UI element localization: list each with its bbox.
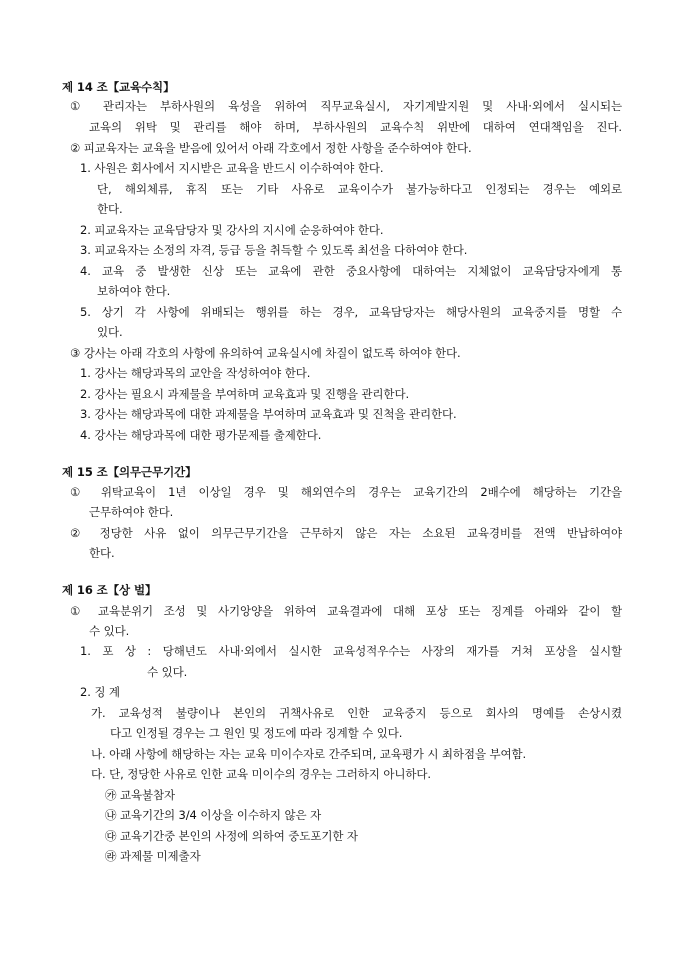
article-14-item-5-line-2: 있다. — [97, 325, 123, 339]
article-16-discipline-title: 2. 징 계 — [80, 685, 120, 699]
article-16-discipline-c: 다. 단, 정당한 사유로 인한 교육 미이수의 경우는 그러하지 아니하다. — [91, 767, 431, 781]
article-15-heading: 제 15 조【의무근무기간】 — [62, 465, 197, 479]
article-14-clause-3-item-3: 3. 강사는 해당과목에 대한 과제물을 부여하며 교육효과 및 진척을 관리한다. — [80, 407, 457, 421]
article-16-subitem-4: ㉱ 과제물 미제출자 — [105, 849, 201, 863]
article-16-discipline-b: 나. 아래 사항에 해당하는 자는 교육 미이수자로 간주되며, 교육평가 시 최하점을 부여함. — [91, 747, 527, 761]
article-16-subitem-1: ㉮ 교육불참자 — [105, 788, 175, 802]
article-14-item-4-line-1: 4. 교육 중 발생한 신상 또는 교육에 관한 중요사항에 대하여는 지체없이 교육담당자에게 통 — [80, 264, 622, 278]
article-14-item-3: 3. 피교육자는 소정의 자격, 등급 등을 취득할 수 있도록 최선을 다하여야 한다. — [80, 243, 468, 257]
article-14-item-5-line-1: 5. 상기 각 사항에 위배되는 행위를 하는 경우, 교육담당자는 해당사원의 교육중지를 명할 수 — [80, 305, 622, 319]
article-16-discipline-a-line-1: 가. 교육성적 불량이나 본인의 귀책사유로 인한 교육중지 등으로 회사의 명예를 손상시켰 — [91, 706, 622, 720]
article-16-reward-line-2: 수 있다. — [147, 665, 188, 679]
article-16-clause-1-line-1: ① 교육분위기 조성 및 사기앙양을 위하여 교육결과에 대해 포상 또는 징계를 아래와 같이 할 — [70, 604, 622, 618]
article-16-subitem-2: ㉯ 교육기간의 3/4 이상을 이수하지 않은 자 — [105, 808, 322, 822]
article-16-reward-line-1: 1. 포 상 : 당해년도 사내·외에서 실시한 교육성적우수는 사장의 재가를 거쳐 포상을 실시할 — [80, 644, 622, 658]
article-14-item-1-note-line-2: 한다. — [97, 202, 123, 216]
article-16-subitem-3: ㉰ 교육기간중 본인의 사정에 의하여 중도포기한 자 — [105, 829, 358, 843]
article-15-clause-1-line-2: 근무하여야 한다. — [89, 505, 174, 519]
article-14-clause-3-item-1: 1. 강사는 해당과목의 교안을 작성하여야 한다. — [80, 366, 311, 380]
article-14-clause-1-line-1: ① 관리자는 부하사원의 육성을 위하여 직무교육실시, 자기계발지원 및 사내·외에서 실시되는 — [70, 99, 622, 113]
article-14-clause-3-item-2: 2. 강사는 필요시 과제물을 부여하며 교육효과 및 진행을 관리한다. — [80, 387, 410, 401]
article-14-clause-1-line-2: 교육의 위탁 및 관리를 해야 하며, 부하사원의 교육수칙 위반에 대하여 연대책임을 진다. — [89, 120, 622, 134]
article-14-item-1-note-line-1: 단, 해외체류, 휴직 또는 기타 사유로 교육이수가 불가능하다고 인정되는 경우는 예외로 — [97, 182, 622, 196]
article-15-clause-2-line-2: 한다. — [89, 546, 115, 560]
article-14-item-2: 2. 피교육자는 교육담당자 및 강사의 지시에 순응하여야 한다. — [80, 223, 384, 237]
article-16-discipline-a-line-2: 다고 인정될 경우는 그 원인 및 정도에 따라 징계할 수 있다. — [110, 726, 403, 740]
article-14-item-4-line-2: 보하여야 한다. — [97, 284, 171, 298]
article-15-clause-1-line-1: ① 위탁교육이 1년 이상일 경우 및 해외연수의 경우는 교육기간의 2배수에 해당하는 기간을 — [70, 485, 622, 499]
article-14-clause-2: ② 피교육자는 교육을 받음에 있어서 아래 각호에서 정한 사항을 준수하여야 한다. — [70, 141, 472, 155]
article-16-clause-1-line-2: 수 있다. — [89, 624, 130, 638]
article-16-heading: 제 16 조【상 벌】 — [62, 583, 157, 597]
article-14-clause-3-item-4: 4. 강사는 해당과목에 대한 평가문제를 출제한다. — [80, 428, 322, 442]
article-14-item-1: 1. 사원은 회사에서 지시받은 교육을 반드시 이수하여야 한다. — [80, 161, 384, 175]
article-15-clause-2-line-1: ② 정당한 사유 없이 의무근무기간을 근무하지 않은 자는 소요된 교육경비를 전액 반납하여야 — [70, 526, 622, 540]
article-14-clause-3: ③ 강사는 아래 각호의 사항에 유의하여 교육실시에 차질이 없도록 하여야 한다. — [70, 346, 461, 360]
article-14-heading: 제 14 조【교육수칙】 — [62, 80, 175, 94]
